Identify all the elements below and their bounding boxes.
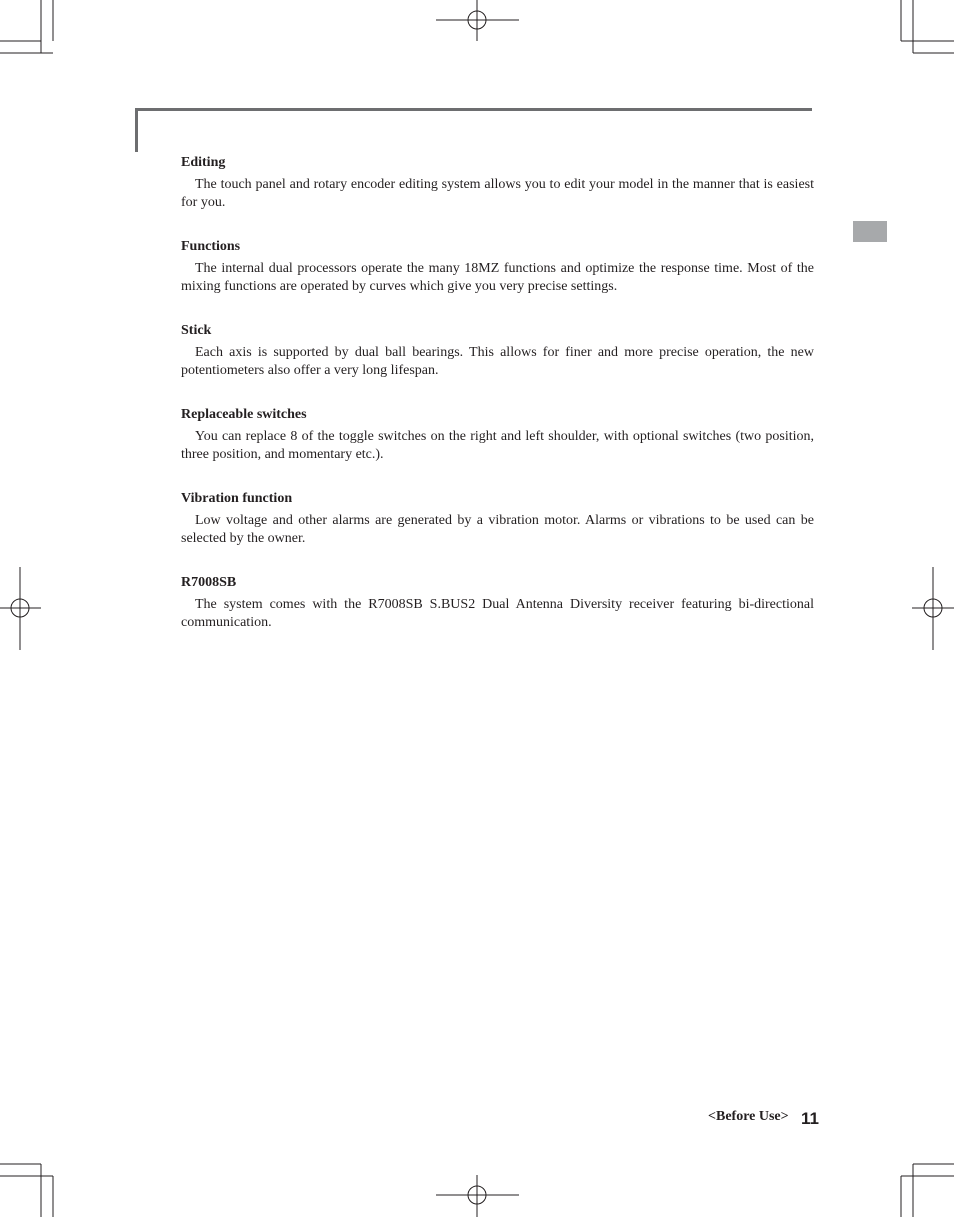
feature-heading: Replaceable switches [181,407,307,422]
feature-heading: R7008SB [181,575,237,590]
feature-section-replaceable-switches [181,406,814,464]
chapter-side-tab [853,221,887,242]
feature-section-r7008sb [181,574,814,632]
feature-section-functions [181,238,814,296]
feature-heading: Vibration function [181,491,293,506]
feature-heading: Functions [181,239,241,254]
feature-body: You can replace 8 of the toggle switches on the right and left shoulder, with optional switches (two position, three position, and momentary etc.). [181,429,814,462]
feature-heading: Stick [181,323,212,338]
feature-list [181,154,814,658]
heading-frame-top-bar [135,108,812,111]
heading-frame-left-bar [135,108,138,152]
page-number: 11 [801,1109,819,1128]
feature-body: The system comes with the R7008SB S.BUS2 Dual Antenna Diversity receiver featuring bi-directional communication. [181,597,814,630]
feature-body: The touch panel and rotary encoder editing system allows you to edit your model in the manner that is easiest for you. [181,177,814,210]
feature-body: Low voltage and other alarms are generated by a vibration motor. Alarms or vibrations to be used can be selected by the owner. [181,513,814,546]
feature-section-stick [181,322,814,380]
feature-heading: Editing [181,155,226,170]
feature-section-vibration-function [181,490,814,548]
feature-body: Each axis is supported by dual ball bearings. This allows for finer and more precise operation, the new potentiometers also offer a very long lifespan. [181,345,814,378]
feature-section-editing [181,154,814,212]
feature-body: The internal dual processors operate the many 18MZ functions and optimize the response time. Most of the mixing functions are operated by curves which give you very precise settings. [181,261,814,294]
footer-section-label: <Before Use> [708,1109,789,1124]
